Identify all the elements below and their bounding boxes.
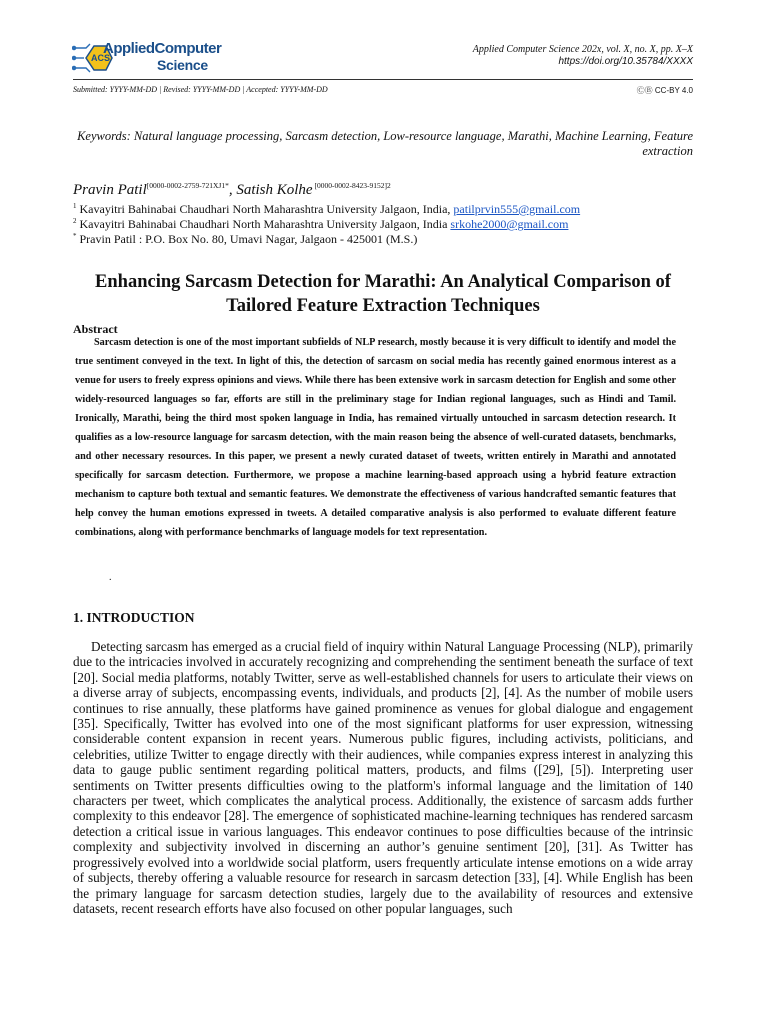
paper-title: Enhancing Sarcasm Detection for Marathi: An Analytical Comparison of Tailored Feature Extraction Techniques [95,272,671,316]
journal-reference: Applied Computer Science 202x, vol. X, no. X, pp. X–X [472,44,693,55]
abstract-heading: Abstract [73,322,118,336]
author-2-name: Satish Kolhe [236,182,313,198]
section-heading: 1. INTRODUCTION [73,610,195,625]
affiliation-text: Pravin Patil : P.O. Box No. 80, Umavi Nagar, Jalgaon - 425001 (M.S.) [79,232,418,246]
license-text: CC-BY 4.0 [654,86,693,95]
submission-dates: Submitted: YYYY-MM-DD | Revised: YYYY-MM-DD | Accepted: YYYY-MM-DD [73,85,328,94]
cc-icon: ⒸⒷ [636,86,653,95]
header-divider [73,79,693,80]
affiliation-mark: 1 [73,202,77,210]
author-line [73,182,391,199]
author-separator: , [228,182,237,198]
email-link-2[interactable]: srkohe2000@gmail.com [450,217,569,231]
affiliation-text: Kavayitri Bahinabai Chaudhari North Maharashtra University Jalgaon, India [79,217,451,231]
section-body: Detecting sarcasm has emerged as a crucial field of inquiry within Natural Language Processing (NLP), primarily due to the intricacies involved in accurately recognizing and comprehending the sentiment beneath the surface of text [20]. Social media platforms, notably Twitter, serve as well-established channels for users to articulate their views on a diverse array of subjects, encompassing events, individuals, and products [2], [4]. As the number of mobile users continues to rise annually, these platforms have gained prominence as venues for global dialogue and engagement [35]. Specifically, Twitter has evolved into one of the most significant platforms for user expression, witnessing considerable content expansion in recent years. Numerous public figures, including activists, politicians, and celebrities, utilize Twitter to engage directly with their audiences, while companies express interest in analyzing this data to gauge public sentiment regarding political matters, products, and films ([29], [5]). Interpreting user sentiments on Twitter presents difficulties owing to the platform's informal language and the limitation of 140 characters per tweet, which complicates the analytical process. Additionally, the existence of sarcasm adds further complexity to this endeavor [28]. The emergence of sophisticated machine-learning techniques has rendered sarcasm detection a critical issue in various languages. This endeavor continues to pose difficulties because of the intrinsic complexity and subjectivity involved in discerning an author’s genuine sentiment [20], [31]. As Twitter has progressively evolved into a worldwide social platform, users frequently articulate intense emotions on a wide array of subjects, thereby offering a valuable resource for research in sarcasm detection [33], [4]. While English has been the primary language for sarcasm detection studies, largely due to the availability of resources and extensive datasets, recent research efforts have also focused on other popular languages, such [73,639,693,916]
affiliation-mark: * [73,232,77,240]
affiliation-text: Kavayitri Bahinabai Chaudhari North Maharashtra University Jalgaon, India, [79,202,454,216]
affiliation-mark: 2 [73,217,77,225]
author-1-name: Pravin Patil [73,182,147,198]
keywords: Keywords: Natural language processing, Sarcasm detection, Low-resource language, Marathi, Machine Learning, Feature extraction [77,129,693,158]
logo-text-line1: AppliedComputer [103,40,222,57]
doi-link[interactable]: https://doi.org/10.35784/XXXX [558,56,693,67]
logo-text-line2: Science [157,57,208,73]
license-badge [637,85,693,96]
affiliation-3 [73,229,417,246]
author-1-orcid: [0000-0002-2759-721XJ1* [146,181,229,190]
trailing-dot: . [109,572,112,583]
abstract-body: Sarcasm detection is one of the most important subfields of NLP research, mostly because it is very difficult to identify and model the true sentiment conveyed in the text. In light of this, the detection of sarcasm on social media has recently gained enormous interest as a venue for users to freely express opinions and views. While there has been extensive work in sarcasm detection for English and some other widely-resourced languages so far, efforts are still in the preliminary stage for Indian regional languages, such as Hindi and Tamil. Ironically, Marathi, being the third most spoken language in India, has remained virtually untouched in sarcasm detection research. It qualifies as a low-resource language for sarcasm detection, with the main reason being the absence of well-curated datasets, benchmarks, and other necessary resources. In this paper, we present a newly curated dataset of tweets, written entirely in Marathi and annotated specifically for sarcasm detection. Furthermore, we propose a machine learning-based approach using a hybrid feature extraction mechanism to capture both textual and semantic features. We demonstrate the effectiveness of various handcrafted semantic features that help convey the human emotions expressed in tweets. A detailed comparative analysis is also performed to evaluate different feature combinations, along with performance benchmarks of language models for text representation. [75,337,676,538]
author-2-orcid: [0000-0002-8423-9152]2 [312,181,391,190]
email-link-1[interactable]: patilprvin555@gmail.com [453,202,581,216]
logo-badge: ACS [91,53,111,63]
